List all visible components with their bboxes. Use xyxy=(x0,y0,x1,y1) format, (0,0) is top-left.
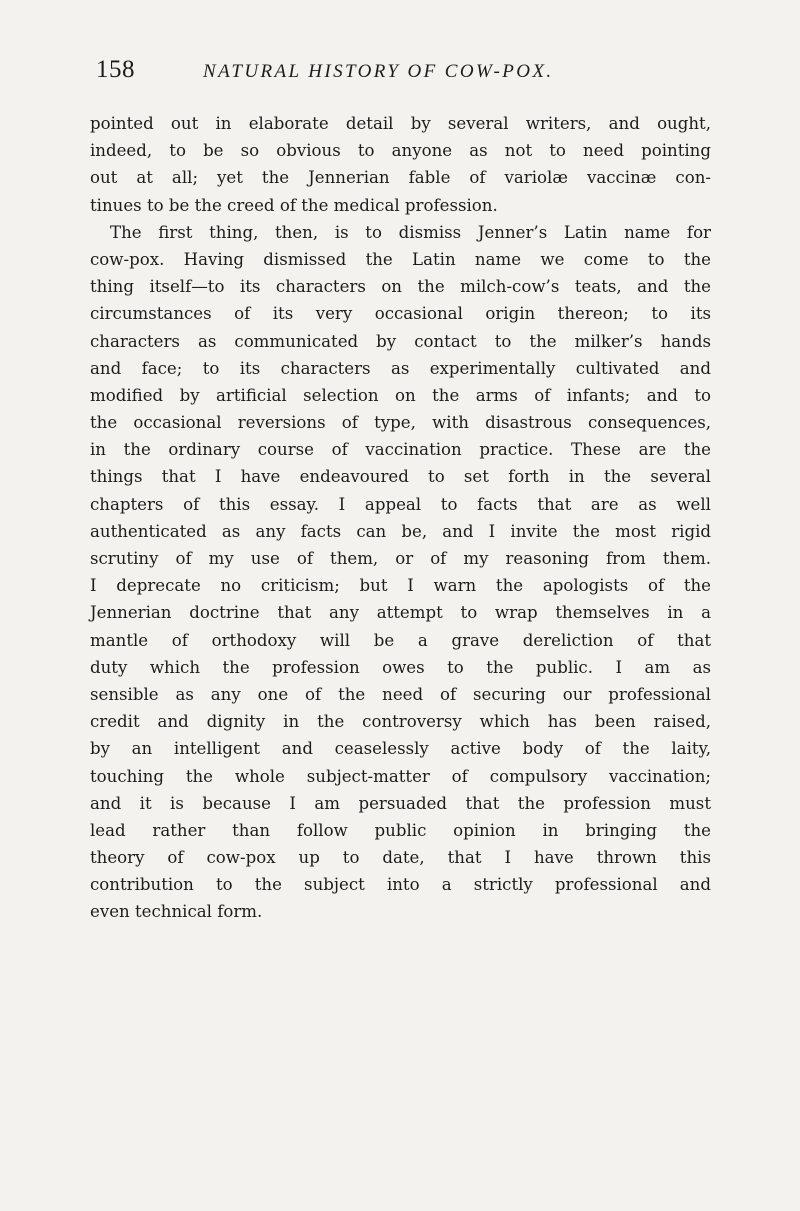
text-line: credit and dignity in the controversy which has been raised, xyxy=(90,712,711,732)
text-line: Jennerian doctrine that any attempt to wrap themselves in a xyxy=(90,603,711,623)
text-line: chapters of this essay. I appeal to facts that are as well xyxy=(90,494,711,514)
text-line: lead rather than follow public opinion in bringing the xyxy=(90,820,711,840)
text-line: theory of cow-pox up to date, that I have thrown this xyxy=(90,848,711,868)
page-header xyxy=(90,56,730,96)
text-line: duty which the profession owes to the public. I am as xyxy=(90,657,711,677)
text-line: I deprecate no criticism; but I warn the apologists of the xyxy=(90,576,711,596)
text-line: pointed out in elaborate detail by several writers, and ought, xyxy=(90,114,711,133)
text-line: modified by artificial selection on the arms of infants; and to xyxy=(90,385,711,405)
text-line: circumstances of its very occasional origin thereon; to its xyxy=(90,304,711,324)
text-line: and face; to its characters as experimentally cultivated and xyxy=(90,358,711,378)
text-line: in the ordinary course of vaccination practice. These are the xyxy=(90,440,711,460)
text-line: indeed, to be so obvious to anyone as not to need pointing xyxy=(90,141,711,161)
text-line: contribution to the subject into a strictly professional and xyxy=(90,875,711,895)
text-line: tinues to be the creed of the medical profession. xyxy=(90,195,498,215)
text-line: out at all; yet the Jennerian fable of variolæ vaccinæ con- xyxy=(90,168,711,188)
body-text xyxy=(90,110,711,926)
text-line: things that I have endeavoured to set forth in the several xyxy=(90,467,711,487)
text-line: thing itself—to its characters on the milch-cow’s teats, and the xyxy=(90,277,711,297)
page-number: 158 xyxy=(96,56,135,83)
text-line: The first thing, then, is to dismiss Jenner’s Latin name for xyxy=(110,222,711,242)
text-line: even technical form. xyxy=(90,902,263,922)
text-line: scrutiny of my use of them, or of my reasoning from them. xyxy=(90,549,711,568)
text-line: characters as communicated by contact to the milker’s hands xyxy=(90,331,711,351)
text-line: sensible as any one of the need of securing our professional xyxy=(90,684,711,704)
running-head: NATURAL HISTORY OF COW-POX. xyxy=(203,61,554,82)
text-line: authenticated as any facts can be, and I invite the most rigid xyxy=(90,521,711,541)
text-line: and it is because I am persuaded that the profession must xyxy=(90,793,711,813)
text-line: cow-pox. Having dismissed the Latin name we come to the xyxy=(90,249,711,269)
text-line: by an intelligent and ceaselessly active body of the laity, xyxy=(90,739,711,759)
text-line: touching the whole subject-matter of compulsory vaccination; xyxy=(90,766,711,786)
text-line: the occasional reversions of type, with disastrous consequences, xyxy=(90,413,711,433)
text-line: mantle of orthodoxy will be a grave dereliction of that xyxy=(90,630,711,650)
